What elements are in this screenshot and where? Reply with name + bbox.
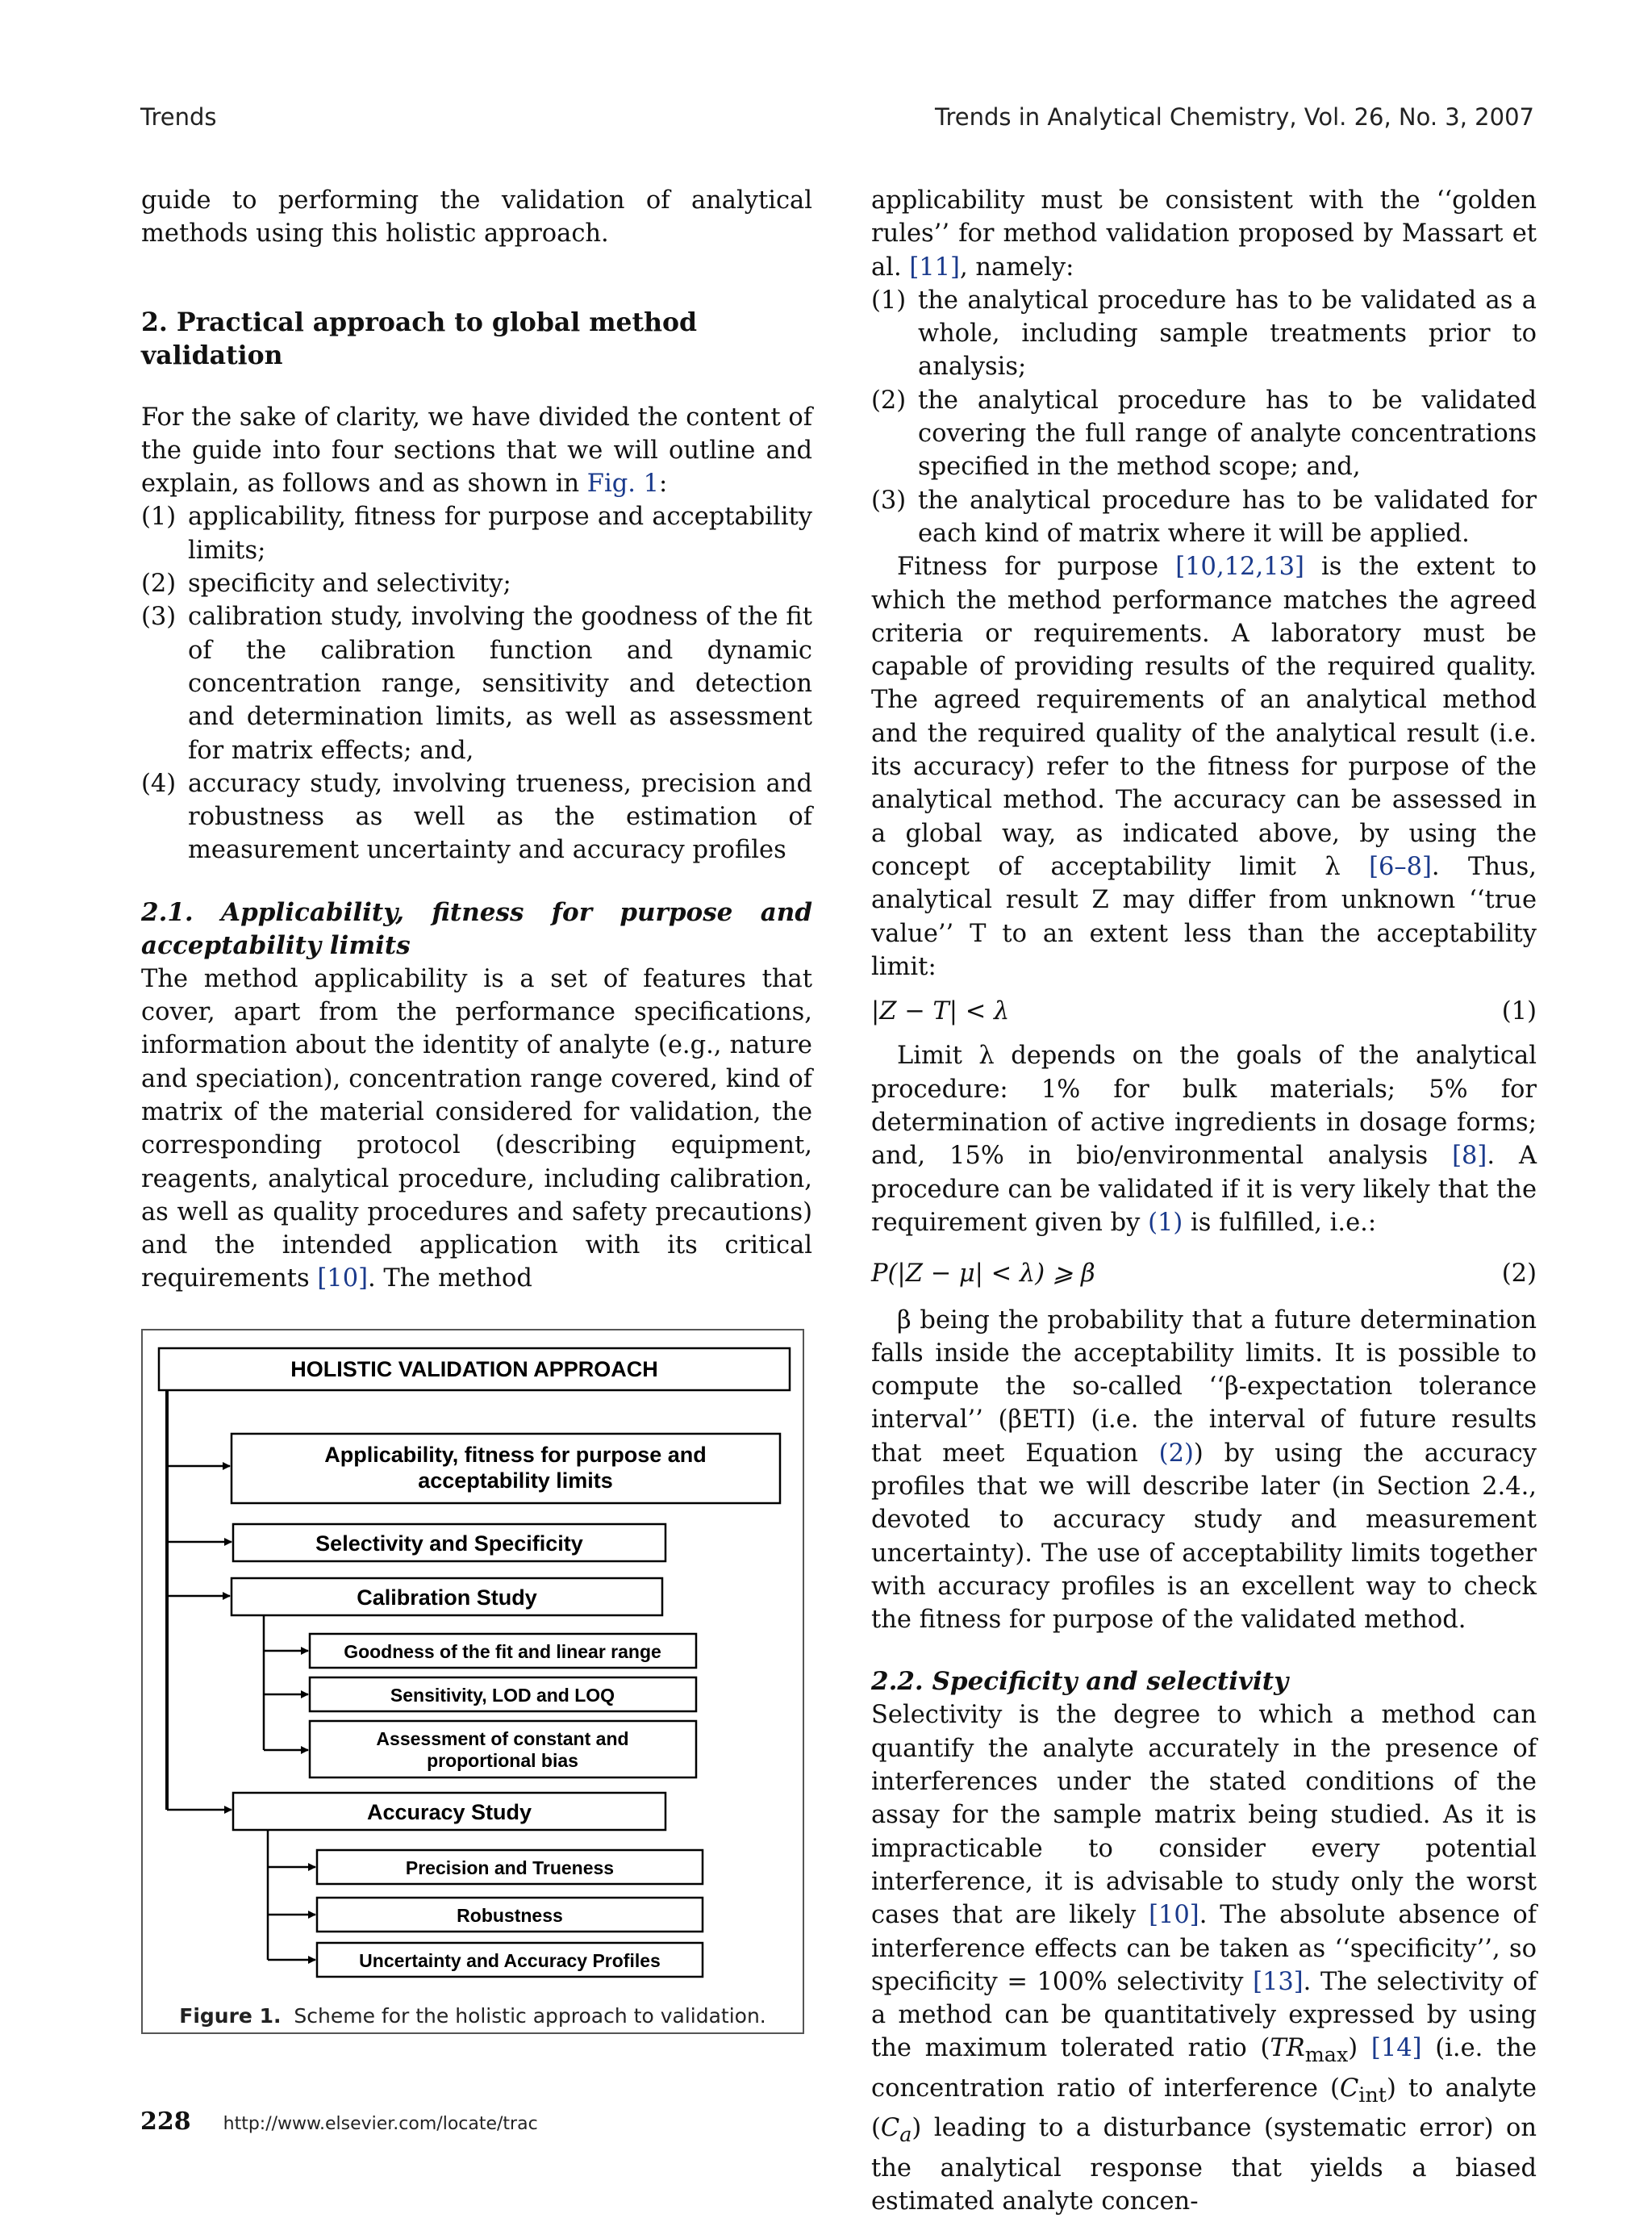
ref-8-link[interactable]: [8] [1452, 1142, 1487, 1171]
section-outline-list [141, 500, 812, 867]
page-footer [140, 2107, 538, 2136]
golden-rules-intro: applicability must be consistent with the ‘‘golden rules’’ for method validation proposed by Massart et al. [11], namely: [871, 186, 1537, 282]
ref-6-8-link[interactable]: [6–8] [1369, 852, 1432, 881]
fitness-paragraph: Fitness for purpose [10,12,13] is the extent to which the method performance matches the agreed criteria or requirements. A laboratory must be capable of providing results of the required quality. The agreed requirements of an analytical method and the required quality of the analytical result (i.e. its accuracy) refer to the fitness for purpose of the analytical method. The accuracy can be assessed in a global way, as indicated above, by using the concept of acceptability limit λ [6–8]. Thus, analytical result Z may differ from unknown ‘‘true value’’ T to an extent less than the acceptability limit: [871, 553, 1537, 981]
right-column [871, 184, 1537, 2218]
eq-1-link[interactable]: (1) [1148, 1208, 1183, 1237]
subsection-2-1-paragraph: The method applicability is a set of features that cover, apart from the performance specifications, information about the identity of analyte (e.g., nature and speciation), concentration range covered, kind of matrix of the material considered for validation, the corresponding protocol (describing equipment, reagents, analytical procedure, including calibration, as well as quality procedures and safety precautions) and the intended application with its critical requirements [10]. The method [141, 964, 812, 1293]
intro-paragraph: guide to performing the validation of analytical methods using this holistic approach. [141, 186, 812, 249]
ref-11-link[interactable]: [11] [909, 253, 960, 282]
left-column [141, 184, 812, 1296]
holistic-validation-diagram [143, 1330, 806, 2036]
list-item: (1) applicability, fitness for purpose and acceptability limits; [141, 503, 812, 565]
limit-paragraph: Limit λ depends on the goals of the analytical procedure: 1% for bulk materials; 5% for determination of active ingredients in dosage forms; and, 15% in bio/environmental analysis [8]. A procedure can be validated if it is very likely that the requirement given by (1) is fulfilled, i.e.: [871, 1042, 1537, 1237]
precision-label: Precision and Trueness [405, 1857, 615, 1878]
accuracy-label: Accuracy Study [366, 1800, 532, 1824]
sensitivity-label: Sensitivity, LOD and LOQ [390, 1685, 615, 1706]
calibration-label: Calibration Study [357, 1585, 537, 1610]
uncertainty-label: Uncertainty and Accuracy Profiles [359, 1950, 661, 1971]
eq-2-link[interactable]: (2) [1158, 1439, 1194, 1468]
bias-label-2: proportional bias [427, 1750, 578, 1771]
diagram-title: HOLISTIC VALIDATION APPROACH [290, 1357, 658, 1381]
subsection-2-1-heading: 2.1. Applicability, fitness for purpose and acceptability limits [141, 897, 812, 960]
ref-10-link[interactable]: [10] [317, 1264, 369, 1293]
ref-10-12-13-link[interactable]: [10,12,13] [1175, 553, 1304, 582]
running-head-right: Trends in Analytical Chemistry, Vol. 26, No. 3, 2007 [935, 103, 1534, 131]
applicability-label-1: Applicability, fitness for purpose and [324, 1443, 707, 1467]
list-item: (1) the analytical procedure has to be validated as a whole, including sample treatments prior to analysis; [871, 286, 1537, 382]
figure-1 [141, 1329, 804, 2034]
fig-1-link[interactable]: Fig. 1 [586, 470, 660, 499]
applicability-label-2: acceptability limits [418, 1468, 613, 1493]
equation-1: |Z − T| < λ (1) [871, 997, 1537, 1026]
bias-label-1: Assessment of constant and [376, 1728, 629, 1749]
section-2-intro: For the sake of clarity, we have divided the content of the guide into four sections that we will outline and explain, as follows and as shown in Fig. 1: [141, 403, 812, 499]
list-item: (3) calibration study, involving the goodness of the fit of the calibration function and dynamic concentration range, sensitivity and detection and determination limits, as well as assessment for matrix effects; and, [141, 603, 812, 765]
section-2-heading: 2. Practical approach to global method validation [141, 307, 698, 370]
selectivity-label: Selectivity and Specificity [315, 1531, 583, 1556]
journal-url[interactable]: http://www.elsevier.com/locate/trac [223, 2114, 538, 2134]
list-item: (2) specificity and selectivity; [141, 570, 511, 599]
robustness-label: Robustness [457, 1905, 563, 1926]
running-head-left: Trends [140, 103, 217, 131]
figure-caption: Figure 1. Scheme for the holistic approach to validation. [179, 2004, 766, 2028]
selectivity-paragraph: Selectivity is the degree to which a method can quantify the analyte accurately in the presence of interferences under the stated conditions of the assay for the sample matrix being studied. As it is impracticable to consider every potential interference, it is advisable to study only the worst cases that are likely [10]. The absolute absence of interference effects can be taken as ‘‘specificity’’, so specificity = 100% selectivity [13]. The selectivity of a method can be quantitatively expressed by using the maximum tolerated ratio $(TR_{max})$ [14] (i.e. the concentration ratio of interference $(C_{int})$ to analyte $(C_a)$ leading to a disturbance (systematic error) on the analytical response that yields a biased estimated analyte concen- [871, 1701, 1537, 2216]
ref-14-link[interactable]: [14] [1370, 2034, 1422, 2063]
beta-paragraph: β being the probability that a future determination falls inside the acceptability limits. It is possible to compute the so-called ‘‘β-expectation tolerance interval’’ (βETI) (i.e. the interval of future results that meet Equation (2)) by using the accuracy profiles that we will describe later (in Section 2.4., devoted to accuracy study and measurement uncertainty). The use of acceptability limits together with accuracy profiles is an excellent way to check the fitness for purpose of the validated method. [871, 1305, 1537, 1635]
list-item: (3) the analytical procedure has to be validated for each kind of matrix where it will be applied. [871, 486, 1537, 548]
ref-10-link[interactable]: [10] [1149, 1901, 1199, 1930]
list-item: (2) the analytical procedure has to be validated covering the full range of analyte concentrations specified in the method scope; and, [871, 386, 1537, 482]
ref-13-link[interactable]: [13] [1253, 1967, 1304, 1996]
equation-2: P(|Z − μ| < λ) ⩾ β (2) [871, 1259, 1537, 1289]
page-number: 228 [140, 2107, 191, 2136]
subsection-2-2-heading: 2.2. Specificity and selectivity [871, 1667, 1289, 1697]
list-item: (4) accuracy study, involving trueness, precision and robustness as well as the estimation of measurement uncertainty and accuracy profiles [141, 769, 812, 865]
golden-rules-list [871, 284, 1537, 550]
goodness-label: Goodness of the fit and linear range [344, 1641, 661, 1662]
